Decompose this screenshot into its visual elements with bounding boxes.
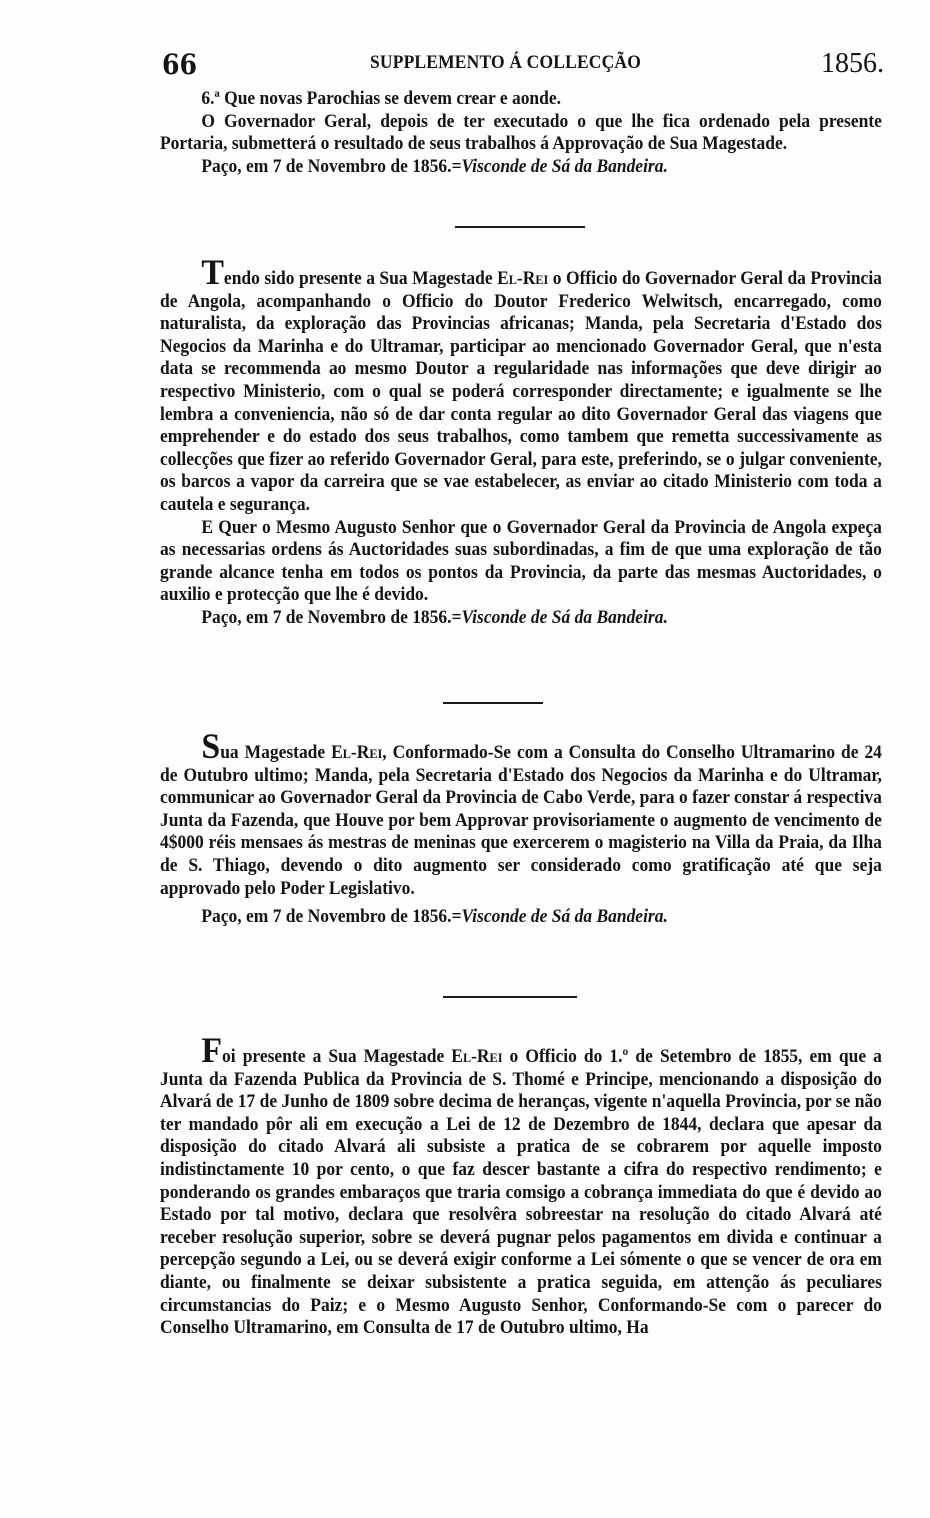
paragraph [160, 252, 882, 517]
signature-line [160, 156, 882, 179]
paragraph [160, 726, 882, 900]
signature-name: =Visconde de Sá da Bandeira. [451, 906, 668, 928]
drop-cap: S [201, 726, 221, 766]
page-number: 66 [162, 48, 198, 81]
section-parochias [160, 88, 882, 178]
section-divider [455, 226, 585, 228]
section-divider [443, 996, 577, 998]
el-rei: El-Rei [331, 742, 383, 763]
text-run: oi presente a Sua Magestade [222, 1046, 452, 1067]
section-divider [443, 702, 543, 704]
text-run: endo sido presente a Sua Magestade [223, 268, 498, 289]
signature-name: =Visconde de Sá da Bandeira. [451, 606, 668, 628]
section-cabo-verde [160, 726, 882, 929]
text-run: o Officio do 1.º de Setembro de 1855, em que a Junta da Fazenda Publica da Provincia de S. Thomé e Principe, mencionando a disposição do Alvará de 17 de Junho de 1809 sobre decima de heranças, vigente n'aquella Provincia, por se não ter mandado pôr ali em execução a Lei de 12 de Dezembro de 1844, declara que apesar da disposição do citado Alvará ali subsiste a pratica de se cobrarem por aquelle imposto indistinctamente 10 por cento, o que faz descer bastante a cifra do respectivo rendimento; e ponderando os grandes embaraços que traria comsigo a cobrança immediata do que é devido ao Estado por tal motivo, declara que resolvêra sobreestar na resolução do citado Alvará até receber resolução superior, sobre se deverá pugnar pelos pagamentos em divida e continuar a percepção segundo a Lei, ou se deverá exigir conforme a Lei sómente o que se vencer de ora em diante, ou finalmente se deixar subsistente a pratica seguida, em attenção ás peculiares circumstancias do Paiz; e o Mesmo Augusto Senhor, Conformando-Se com o parecer do Conselho Ultramarino, em Consulta de 17 de Outubro ultimo, Ha [160, 1046, 882, 1339]
drop-cap: F [201, 1030, 223, 1070]
el-rei: El-Rei [451, 1046, 503, 1067]
signature-line [160, 607, 882, 630]
header-year: 1856. [821, 48, 884, 79]
running-title: SUPPLEMENTO Á COLLECÇÃO [370, 52, 642, 73]
text-run: ua Magestade [220, 742, 332, 763]
signature-place-date: Paço, em 7 de Novembro de 1856. [201, 906, 452, 928]
section-sao-tome [160, 1030, 882, 1340]
signature-place-date: Paço, em 7 de Novembro de 1856. [201, 606, 452, 628]
text-run: , Conformado-Se com a Consulta do Conselho Ultramarino de 24 de Outubro ultimo; Manda, pela Secretaria d'Estado dos Negocios da Marinha e do Ultramar, communicar ao Governador Geral da Provincia de Cabo Verde, para o fazer constar á respectiva Junta da Fazenda, que Houve por bem Approvar provisoriamente o augmento de vencimento de 4$000 réis mensaes ás mestras de meninas que exercerem o magisterio na Villa da Praia, da Ilha de S. Thiago, devendo o dito augmento ser considerado como gratificação até que seja approvado pelo Poder Legislativo. [160, 742, 882, 899]
paragraph [160, 1030, 882, 1340]
signature-name: =Visconde de Sá da Bandeira. [451, 155, 668, 177]
section-welwitsch [160, 252, 882, 630]
paragraph: O Governador Geral, depois de ter executado o que lhe fica ordenado pela presente Portaria, submetterá o resultado de seus trabalhos á Approvação de Sua Magestade. [160, 110, 882, 155]
paragraph: E Quer o Mesmo Augusto Senhor que o Governador Geral da Provincia de Angola expeça as necessarias ordens ás Auctoridades suas subordinadas, a fim de que uma exploração de tão grande alcance tenha em todos os pontos da Provincia, da parte das mesmas Auctoridades, o auxilio e protecção que lhe é devido. [160, 516, 882, 606]
signature-line [160, 906, 882, 929]
text-run: o Officio do Governador Geral da Provincia de Angola, acompanhando o Officio do Doutor Frederico Welwitsch, encarregado, como naturalista, da exploração das Provincias africanas; Manda, pela Secretaria d'Estado dos Negocios da Marinha e do Ultramar, participar ao mencionado Governador Geral, que n'esta data se recommenda ao mesmo Doutor a regularidade nas informações que deve dirigir ao respectivo Ministerio, com o qual se poderá corresponder directamente; e igualmente se lhe lembra a conveniencia, não só de dar conta regular ao dito Governador Geral das viagens que emprehender e do estado dos seus trabalhos, como tambem que remetta successivamente as collecções que fizer ao referido Governador Geral, para este, preferindo, se o julgar conveniente, os barcos a vapor da carreira que se vae estabelecer, as enviar ao citado Ministerio com toda a cautela e segurança. [160, 268, 882, 515]
item-number: 6.ª [201, 88, 220, 109]
item-text: Que novas Parochias se devem crear e aonde. [224, 88, 562, 109]
drop-cap: T [201, 252, 224, 292]
el-rei: El-Rei [497, 268, 549, 289]
page-header [160, 48, 888, 88]
list-item-6 [160, 88, 882, 111]
signature-place-date: Paço, em 7 de Novembro de 1856. [201, 155, 452, 177]
